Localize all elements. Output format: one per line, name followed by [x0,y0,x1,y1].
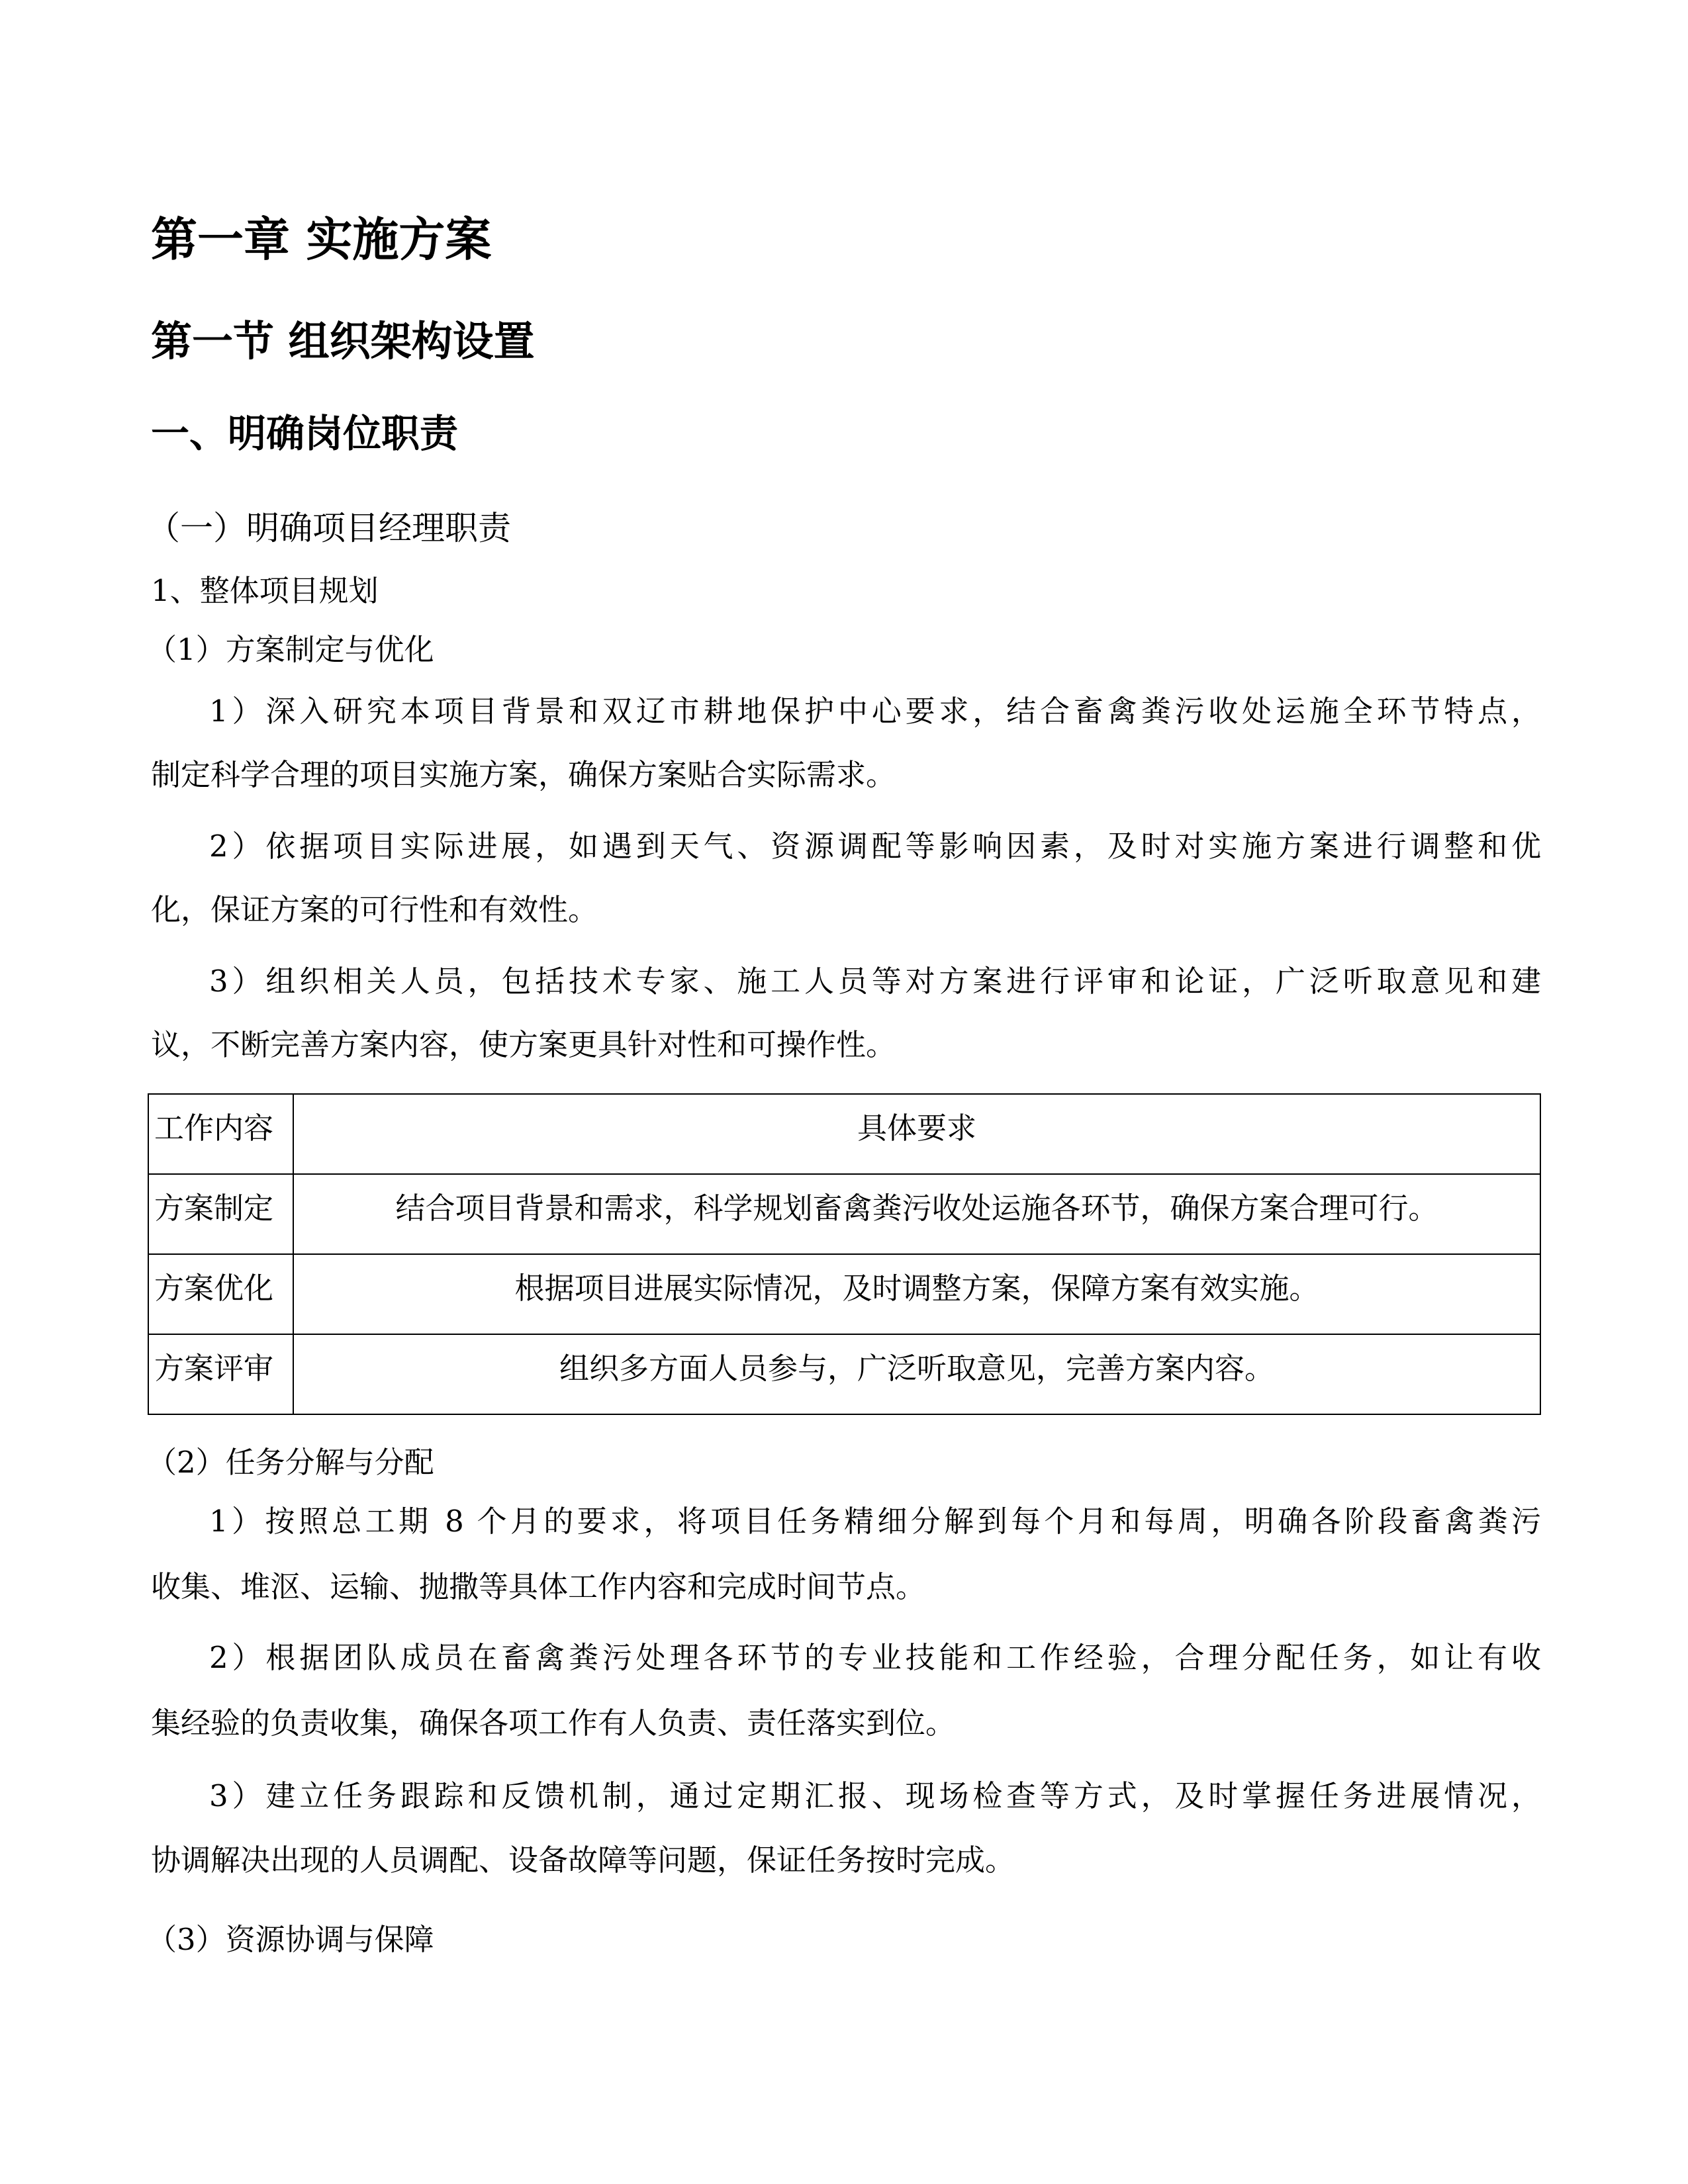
heading-project-manager-duties: （一）明确项目经理职责 [147,509,511,547]
paragraph-line: 3）建立任务跟踪和反馈机制，通过定期汇报、现场检查等方式，及时掌握任务进展情况， [209,1778,1541,1813]
paragraph-line: 收集、堆沤、运输、抛撒等具体工作内容和完成时间节点。 [151,1569,926,1604]
table-cell: 根据项目进展实际情况，及时调整方案，保障方案有效实施。 [293,1254,1540,1334]
paragraph-line: 1）深入研究本项目背景和双辽市耕地保护中心要求，结合畜禽粪污收处运施全环节特点， [209,694,1541,729]
paragraph-line: 2）依据项目实际进展，如遇到天气、资源调配等影响因素，及时对实施方案进行调整和优 [209,829,1541,864]
table-row [148,1254,1540,1334]
subsection-title: 一、明确岗位职责 [151,411,459,456]
table-header-cell: 具体要求 [293,1094,1540,1174]
paragraph-line: 2）根据团队成员在畜禽粪污处理各环节的专业技能和工作经验，合理分配任务，如让有收 [209,1640,1541,1675]
item3-title: （3）资源协调与保障 [147,1922,434,1957]
chapter-title: 第一章 实施方案 [151,212,492,267]
table-header-cell: 工作内容 [148,1094,293,1174]
paragraph-line: 协调解决出现的人员调配、设备故障等问题，保证任务按时完成。 [151,1843,1015,1878]
table-cell: 方案制定 [148,1174,293,1254]
table-cell: 方案评审 [148,1334,293,1414]
table-header-row [148,1094,1540,1174]
table-row [148,1334,1540,1414]
heading-overall-planning: 1、整体项目规划 [151,573,379,608]
requirements-table [148,1093,1541,1415]
item2-title: （2）任务分解与分配 [147,1445,434,1480]
paragraph-line: 1）按照总工期 8 个月的要求，将项目任务精细分解到每个月和每周，明确各阶段畜禽粪污 [209,1504,1541,1539]
paragraph-line: 集经验的负责收集，确保各项工作有人负责、责任落实到位。 [151,1706,956,1741]
table-row [148,1174,1540,1254]
table-cell: 结合项目背景和需求，科学规划畜禽粪污收处运施各环节，确保方案合理可行。 [293,1174,1540,1254]
paragraph-line: 3）组织相关人员，包括技术专家、施工人员等对方案进行评审和论证，广泛听取意见和建 [209,964,1541,999]
paragraph-line: 化，保证方案的可行性和有效性。 [151,892,598,927]
item1-title: （1）方案制定与优化 [147,632,434,667]
table-cell: 方案优化 [148,1254,293,1334]
table-cell: 组织多方面人员参与，广泛听取意见，完善方案内容。 [293,1334,1540,1414]
paragraph-line: 制定科学合理的项目实施方案，确保方案贴合实际需求。 [151,757,896,792]
section-title: 第一节 组织架构设置 [151,317,535,365]
paragraph-line: 议，不断完善方案内容，使方案更具针对性和可操作性。 [151,1027,896,1062]
